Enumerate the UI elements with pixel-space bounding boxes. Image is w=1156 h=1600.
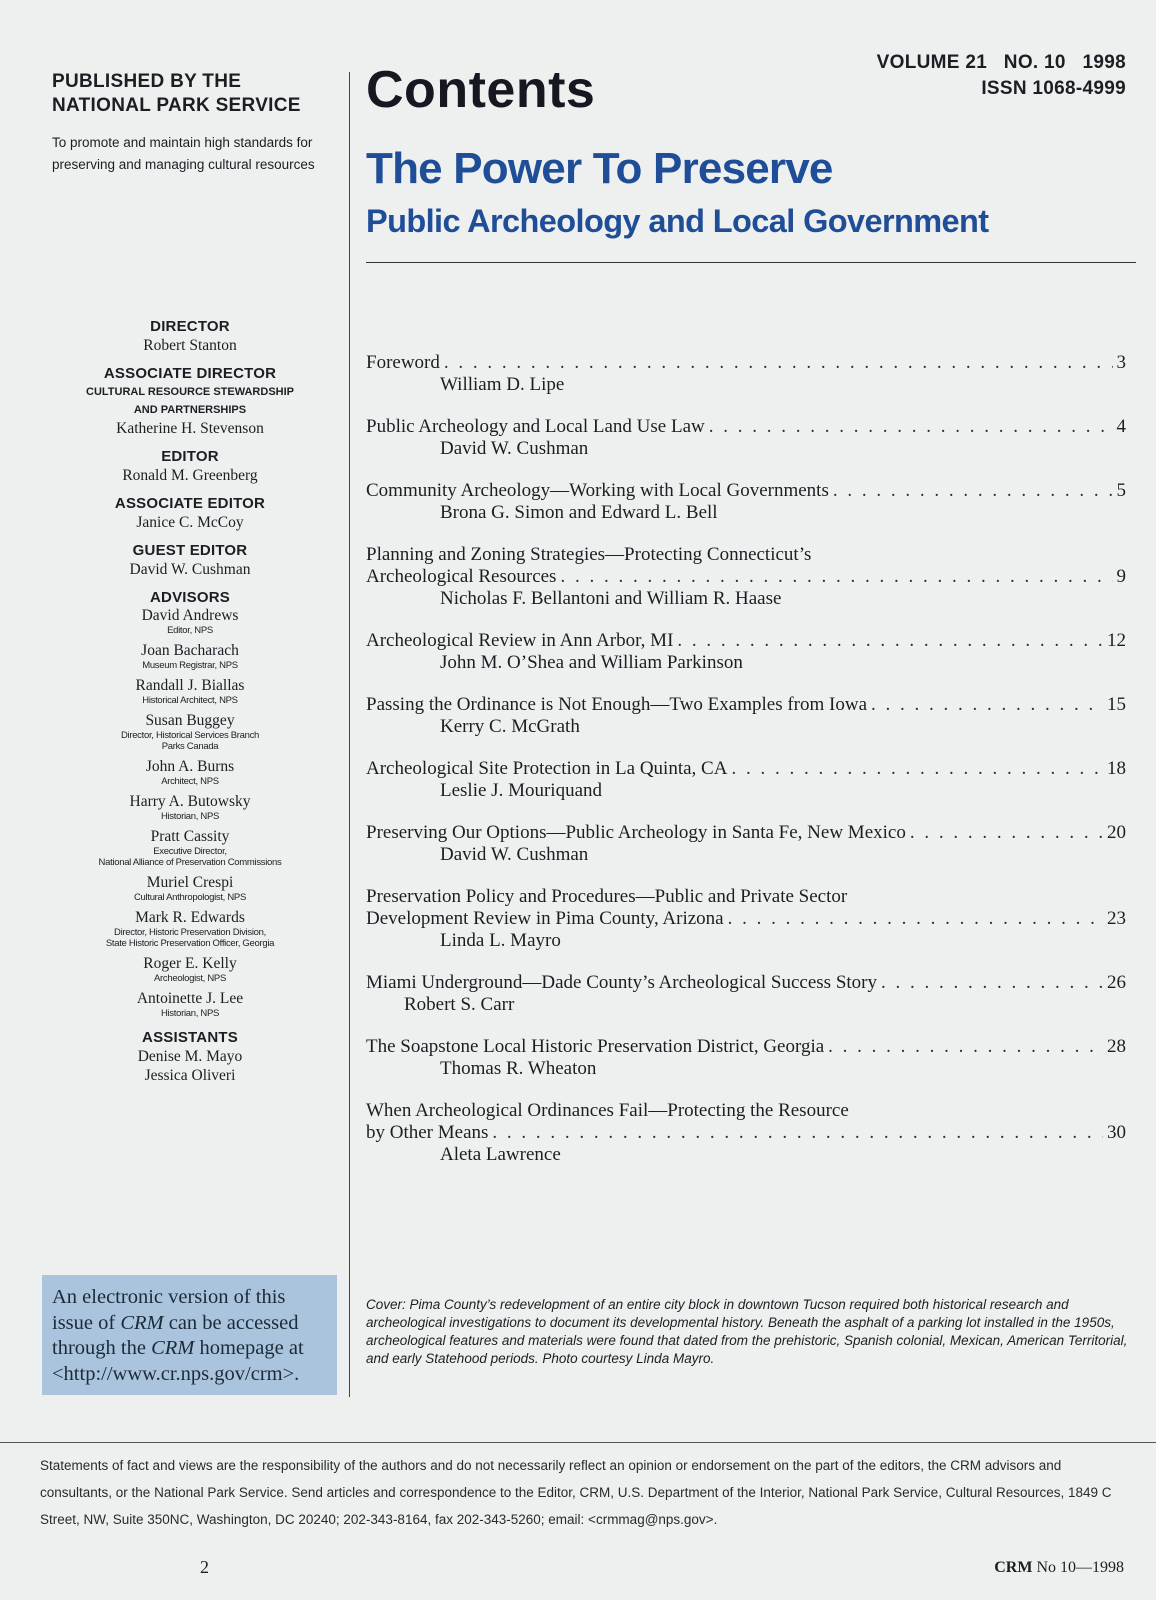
toc-page-number: 15 <box>1107 694 1126 715</box>
associate-director-name: Katherine H. Stevenson <box>116 420 264 437</box>
issue-info <box>877 50 1126 102</box>
advisor-item <box>40 677 340 706</box>
toc-entry <box>366 886 1126 952</box>
disclaimer: Statements of fact and views are the responsibility of the authors and do not necessarily reflect an opinion or endorsement on the part of the editors, the CRM advisors and consultants, or the National Park Service. Send articles and correspondence to the Editor, CRM, U.S. Department of the Interior, National Park Service, Cultural Resources, 1849 C Street, NW, Suite 350NC, Washington, DC 20240; 202-343-8164, fax 202-343-5260; email: <crmmag@nps.gov>. <box>40 1458 1112 1527</box>
guest-editor-role: GUEST EDITOR <box>132 542 248 559</box>
toc-author: David W. Cushman <box>440 844 589 865</box>
toc-page-number: 4 <box>1116 416 1126 437</box>
toc-author: Brona G. Simon and Edward L. Bell <box>440 502 718 523</box>
toc-dot-leader <box>728 908 1103 930</box>
column-divider <box>349 72 350 1397</box>
associate-director-role: ASSOCIATE DIRECTOR <box>103 365 277 382</box>
advisor-title: Editor, NPS <box>167 625 213 636</box>
toc-author: William D. Lipe <box>440 374 565 395</box>
advisor-title: Archeologist, NPS <box>154 973 226 984</box>
advisor-name: Susan Buggey <box>145 712 235 729</box>
toc-title: Archeological Resources <box>366 566 557 587</box>
mission-statement: To promote and maintain high standards for preserving and managing cultural resources <box>52 135 315 172</box>
advisor-item <box>40 712 340 752</box>
toc-page-number: 26 <box>1107 972 1126 993</box>
left-column <box>40 70 340 176</box>
footer-issue-id <box>994 1559 1124 1577</box>
toc-title-line-1: Preservation Policy and Procedures—Public and Private Sector <box>366 886 848 907</box>
advisor-title: Historical Architect, NPS <box>142 695 238 706</box>
volume-line: VOLUME 21 NO. 10 1998 <box>876 52 1126 73</box>
toc-page-number: 3 <box>1116 352 1126 373</box>
footer-crm: CRM <box>994 1559 1033 1576</box>
director-block <box>40 318 340 355</box>
ebox-text-3: homepage at <http://www.cr.nps.gov/crm>. <box>52 1337 304 1385</box>
toc-page-number: 18 <box>1107 758 1126 779</box>
advisor-title: Director, Historic Preservation Division, <box>114 927 266 938</box>
advisor-title: Architect, NPS <box>161 776 219 787</box>
toc-author: Leslie J. Mouriquand <box>440 780 603 801</box>
issn: ISSN 1068-4999 <box>981 78 1126 99</box>
publisher-line-2: NATIONAL PARK SERVICE <box>52 95 301 116</box>
masthead <box>40 318 340 1095</box>
assistants-role: ASSISTANTS <box>142 1029 238 1046</box>
advisor-item <box>40 793 340 822</box>
advisor-title: State Historic Preservation Officer, Georgia <box>105 938 275 949</box>
advisors-role: ADVISORS <box>150 589 230 606</box>
toc-dot-leader <box>833 480 1113 502</box>
toc-author: David W. Cushman <box>440 438 589 459</box>
advisor-title: Cultural Anthropologist, NPS <box>134 892 246 903</box>
advisor-item <box>40 990 340 1019</box>
issue-title: The Power To Preserve <box>366 144 833 193</box>
toc-title: Passing the Ordinance is Not Enough—Two Examples from Iowa <box>366 694 868 715</box>
advisor-name: Antoinette J. Lee <box>136 990 244 1007</box>
footer-rule <box>0 1442 1156 1443</box>
advisor-name: Randall J. Biallas <box>135 677 245 694</box>
advisor-name: David Andrews <box>141 607 239 624</box>
advisor-name: John A. Burns <box>145 758 235 775</box>
associate-director-block <box>40 365 340 438</box>
advisor-item <box>40 828 340 868</box>
toc-author: Nicholas F. Bellantoni and William R. Haase <box>440 588 782 609</box>
toc-title: Preserving Our Options—Public Archeology in Santa Fe, New Mexico <box>366 822 906 843</box>
advisor-name: Roger E. Kelly <box>143 955 237 972</box>
advisor-name: Joan Bacharach <box>141 642 239 659</box>
toc-page-number: 20 <box>1107 822 1126 843</box>
ebox-crm-1: CRM <box>120 1311 164 1334</box>
guest-editor-name: David W. Cushman <box>129 561 251 578</box>
assistant-name-1: Denise M. Mayo <box>137 1048 243 1065</box>
advisor-item <box>40 874 340 903</box>
toc-dot-leader <box>677 630 1103 652</box>
toc-page-number: 28 <box>1107 1036 1126 1057</box>
toc-entry <box>366 694 1126 738</box>
advisor-item <box>40 909 340 949</box>
advisor-item <box>40 607 340 636</box>
assistant-name-2: Jessica Oliveri <box>144 1067 236 1084</box>
toc-title: Development Review in Pima County, Arizona <box>366 908 724 929</box>
issue-subtitle: Public Archeology and Local Government <box>366 203 989 239</box>
assistants-block <box>40 1029 340 1085</box>
page-number: 2 <box>200 1557 209 1577</box>
associate-director-sub-1: CULTURAL RESOURCE STEWARDSHIP <box>86 386 294 398</box>
toc-author: Thomas R. Wheaton <box>440 1058 597 1079</box>
ebox-crm-2: CRM <box>151 1337 195 1359</box>
advisor-title: National Alliance of Preservation Commissions <box>98 857 282 868</box>
advisor-title: Museum Registrar, NPS <box>142 660 238 671</box>
director-name: Robert Stanton <box>143 337 237 354</box>
toc-dot-leader <box>560 566 1112 588</box>
associate-editor-name: Janice C. McCoy <box>136 514 244 531</box>
toc-author: Aleta Lawrence <box>440 1144 561 1165</box>
cover-caption: Cover: Pima County’s redevelopment of an entire city block in downtown Tucson required both historical research and archeological investigations to document its developmental history. Beneath the asphalt of a parking lot installed in the 1950s, archeological features and materials were found that dated from the prehistoric, Spanish colonial, Mexican, American Territorial, and early Statehood periods. Photo courtesy Linda Mayro. <box>366 1297 1128 1366</box>
toc-title-line-1: Planning and Zoning Strategies—Protecting Connecticut’s <box>366 544 812 565</box>
guest-editor-block <box>40 542 340 579</box>
advisor-title: Historian, NPS <box>160 811 220 822</box>
toc-page-number: 9 <box>1116 566 1126 587</box>
toc-author: Linda L. Mayro <box>440 930 561 951</box>
advisor-title: Historian, NPS <box>160 1008 220 1019</box>
toc-entry <box>366 630 1126 674</box>
advisor-item <box>40 758 340 787</box>
ebox-text-2: can be accessed through the <box>52 1311 299 1359</box>
associate-editor-block <box>40 495 340 532</box>
toc-entry <box>366 352 1126 396</box>
toc-page-number: 23 <box>1107 908 1126 929</box>
advisors-block <box>40 589 340 1019</box>
advisors-list <box>40 607 340 1019</box>
toc-dot-leader <box>709 416 1113 438</box>
editor-role: EDITOR <box>161 448 219 465</box>
editor-name: Ronald M. Greenberg <box>122 467 258 484</box>
advisor-name: Muriel Crespi <box>146 874 234 891</box>
associate-editor-role: ASSOCIATE EDITOR <box>114 495 266 512</box>
toc-dot-leader <box>828 1036 1103 1058</box>
advisor-title: Executive Director, <box>153 846 227 857</box>
publisher-line-1: PUBLISHED BY THE <box>52 71 242 92</box>
associate-director-sub-2: AND PARTNERSHIPS <box>133 404 247 416</box>
toc-title: The Soapstone Local Historic Preservation District, Georgia <box>366 1036 825 1057</box>
advisor-title: Parks Canada <box>161 741 219 752</box>
director-role: DIRECTOR <box>150 318 230 335</box>
ebox-text-1: An electronic version of this issue of <box>52 1286 286 1334</box>
toc-entry <box>366 544 1126 610</box>
toc-entry <box>366 822 1126 866</box>
toc-dot-leader <box>731 758 1103 780</box>
toc-dot-leader <box>910 822 1103 844</box>
toc-entry <box>366 480 1126 524</box>
table-of-contents <box>366 352 1126 1186</box>
toc-title-line-1: When Archeological Ordinances Fail—Protecting the Resource <box>366 1100 849 1121</box>
toc-title: by Other Means <box>366 1122 489 1143</box>
toc-entry <box>366 1036 1126 1080</box>
toc-entry <box>366 758 1126 802</box>
toc-title: Foreword <box>366 352 440 373</box>
toc-dot-leader <box>444 352 1113 374</box>
editor-block <box>40 448 340 485</box>
advisor-item <box>40 642 340 671</box>
contents-heading: Contents <box>366 61 596 119</box>
toc-page-number: 12 <box>1107 630 1126 651</box>
toc-title: Miami Underground—Dade County’s Archeological Success Story <box>366 972 877 993</box>
advisor-name: Pratt Cassity <box>150 828 230 845</box>
toc-title: Community Archeology—Working with Local Governments <box>366 480 829 501</box>
toc-dot-leader <box>871 694 1103 716</box>
footer-issue: No 10—1998 <box>1032 1559 1124 1576</box>
toc-entry <box>366 1100 1126 1166</box>
toc-title: Archeological Site Protection in La Quinta, CA <box>366 758 728 779</box>
toc-author: Kerry C. McGrath <box>440 716 580 737</box>
advisor-name: Mark R. Edwards <box>135 909 245 926</box>
toc-title: Public Archeology and Local Land Use Law <box>366 416 705 437</box>
advisor-item <box>40 955 340 984</box>
advisor-title: Director, Historical Services Branch <box>120 730 260 741</box>
toc-dot-leader <box>881 972 1103 994</box>
header-rule <box>366 262 1136 263</box>
publisher-heading <box>52 70 340 118</box>
electronic-version-notice <box>42 1275 337 1395</box>
toc-author: John M. O’Shea and William Parkinson <box>440 652 743 673</box>
toc-title: Archeological Review in Ann Arbor, MI <box>366 630 674 651</box>
toc-author: Robert S. Carr <box>404 994 515 1015</box>
toc-entry <box>366 416 1126 460</box>
toc-page-number: 30 <box>1107 1122 1126 1143</box>
toc-dot-leader <box>492 1122 1103 1144</box>
advisor-name: Harry A. Butowsky <box>129 793 251 810</box>
toc-page-number: 5 <box>1116 480 1126 501</box>
toc-entry <box>366 972 1126 1016</box>
